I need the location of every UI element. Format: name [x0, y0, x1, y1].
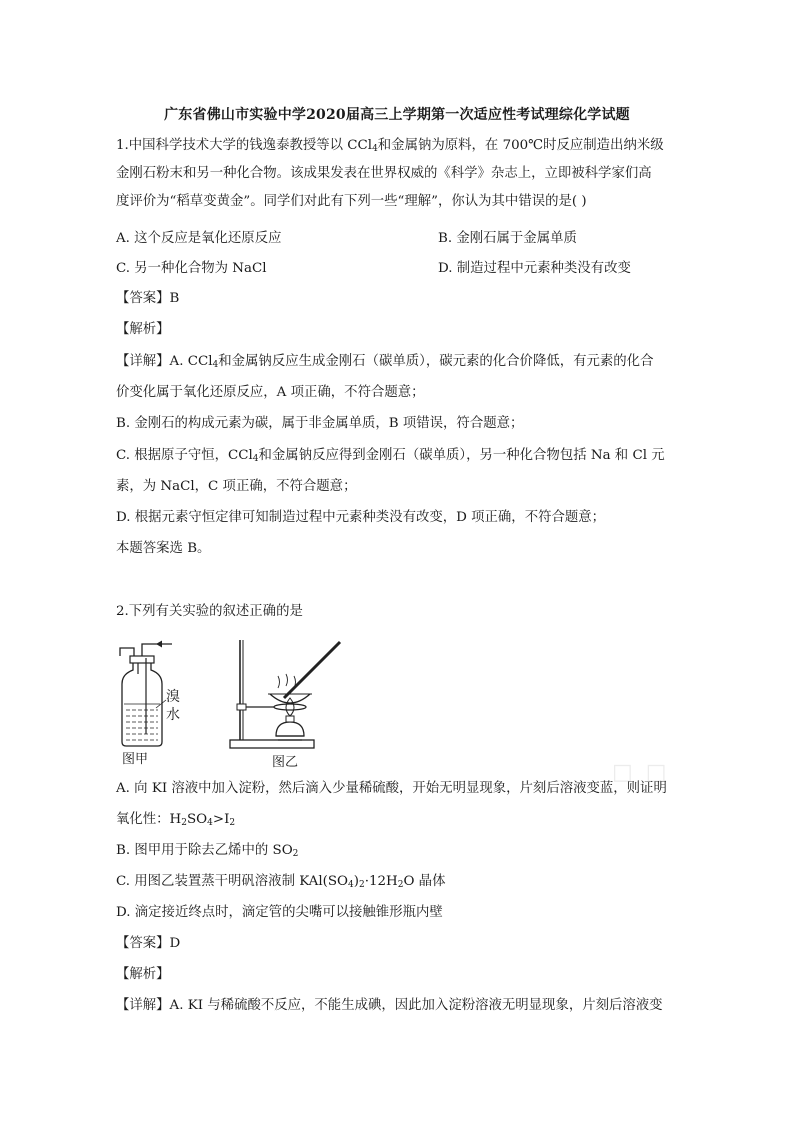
q2-answer: 【答案】D: [116, 936, 181, 951]
q2-option-c: C. 用图乙装置蒸干明矾溶液制 $KAl(SO_4)_2\cdot 12H_2O$ 晶体: [116, 874, 446, 890]
q1-detail-d: D. 根据元素守恒定律可知制造过程中元素种类没有改变，D 项正确，不符合题意；: [116, 510, 606, 525]
bromine-water-label-1: 溴: [166, 689, 180, 705]
q1-detail-a2: 价变化属于氧化还原反应，A 项正确，不符合题意；: [116, 385, 425, 400]
q1-detail-c1: C. 根据原子守恒，CCl$_4$和金属钠反应得到金刚石（碳单质），另一种化合物包括 Na 和 Cl 元: [116, 448, 665, 464]
q2-detail-a: 【详解】A. KI 与稀硫酸不反应，不能生成碘，因此加入淀粉溶液无明显现象，片刻后溶液变: [116, 998, 663, 1013]
q1-option-a: A. 这个反应是氧化还原反应: [116, 231, 282, 246]
figure-yi-label: 图乙: [272, 755, 299, 770]
bromine-water-label-2: 水: [166, 707, 180, 723]
q2-option-a-line2: 氧化性：$H_2SO_4>I_2$: [116, 812, 236, 828]
q2-option-d: D. 滴定接近终点时，滴定管的尖嘴可以接触锥形瓶内壁: [116, 905, 443, 920]
q1-stem-line1: 1.中国科学技术大学的钱逸泰教授等以 CCl$_4$和金属钠为原料，在 700℃时反应制造出纳米级: [116, 138, 664, 154]
page-title: 广东省佛山市实验中学2020届高三上学期第一次适应性考试理综化学试题: [164, 107, 630, 123]
q2-option-a-line1: A. 向 KI 溶液中加入淀粉，然后滴入少量稀硫酸，开始无明显现象，片刻后溶液变蓝，则证明: [116, 781, 667, 796]
q1-detail-a1: 【详解】A. CCl$_4$和金属钠反应生成金刚石（碳单质），碳元素的化合价降低，有元素的化合: [116, 354, 654, 370]
q2-option-b: B. 图甲用于除去乙烯中的 $SO_2$: [116, 843, 299, 859]
q1-detail-b: B. 金刚石的构成元素为碳，属于非金属单质，B 项错误，符合题意；: [116, 416, 524, 431]
q1-option-d: D. 制造过程中元素种类没有改变: [438, 261, 631, 276]
q1-option-c: C. 另一种化合物为 NaCl: [116, 261, 267, 276]
q2-analysis-heading: 【解析】: [116, 967, 170, 982]
q1-conclusion: 本题答案选 B。: [116, 541, 211, 556]
q1-analysis-heading: 【解析】: [116, 322, 170, 337]
q1-detail-c2: 素，为 NaCl，C 项正确，不符合题意；: [116, 479, 357, 494]
q2-stem: 2.下列有关实验的叙述正确的是: [116, 604, 303, 619]
q1-stem-line2: 金刚石粉末和另一种化合物。该成果发表在世界权威的《科学》杂志上，立即被科学家们高: [116, 166, 652, 181]
evaporation-apparatus-diagram: [220, 636, 420, 766]
q2-figure: [116, 636, 436, 770]
q1-answer: 【答案】B: [116, 291, 180, 306]
gas-washing-bottle-diagram: [116, 636, 206, 766]
watermark: □ □: [612, 760, 670, 785]
q1-stem-line3: 度评价为“稻草变黄金”。同学们对此有下列一些“理解”，你认为其中错误的是( ): [116, 194, 587, 209]
figure-jia-label: 图甲: [122, 752, 149, 767]
q1-option-b: B. 金刚石属于金属单质: [438, 231, 577, 246]
